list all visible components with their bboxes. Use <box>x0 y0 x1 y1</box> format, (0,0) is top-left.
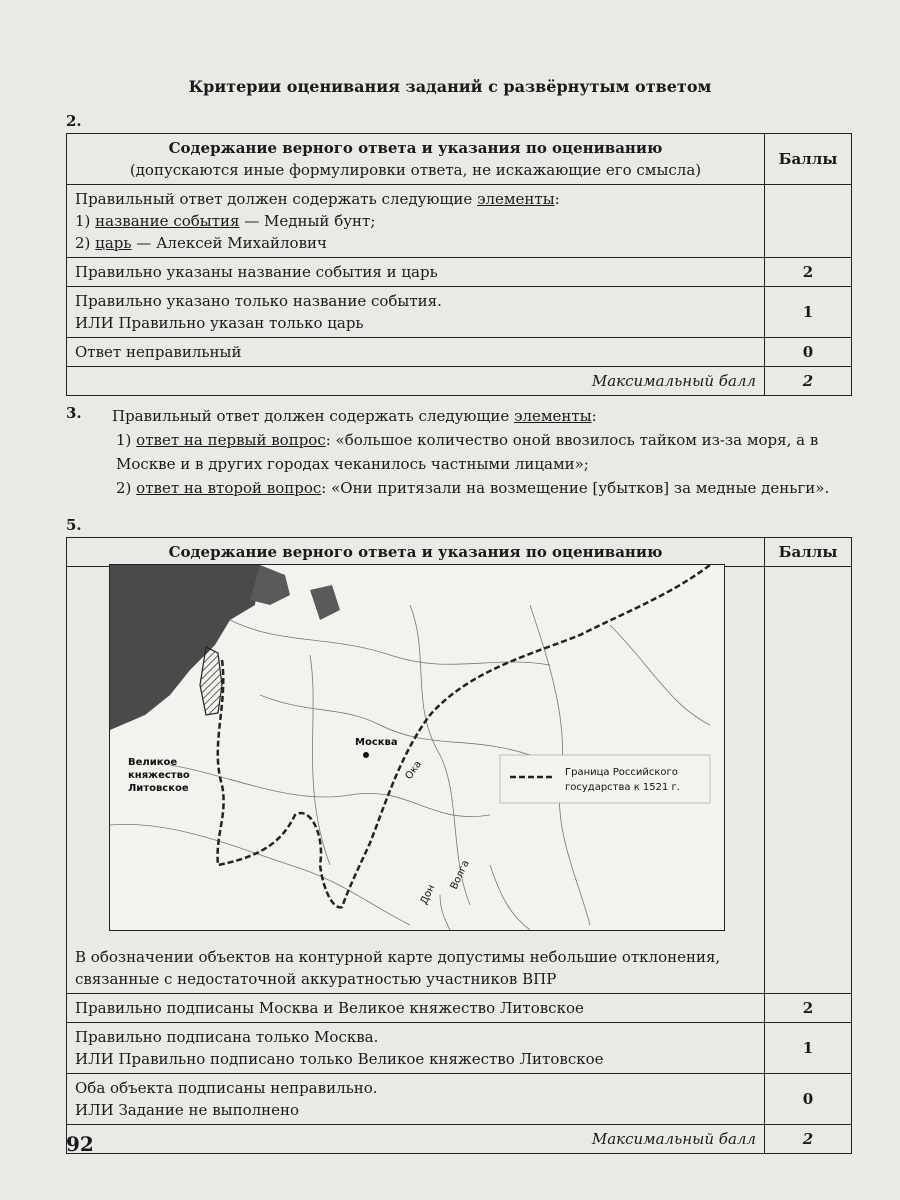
points-header: Баллы <box>765 134 852 185</box>
legend-text-1: Граница Российского <box>565 767 678 778</box>
legend-text-2: государства к 1521 г. <box>565 782 680 793</box>
criterion-points: 0 <box>765 338 852 367</box>
map-svg <box>110 565 724 930</box>
task2-criteria-table <box>66 133 852 396</box>
criterion-points: 0 <box>765 1074 852 1125</box>
criterion-text: Правильно указано только название события. ИЛИ Правильно указан только царь <box>67 287 765 338</box>
answer-row <box>67 185 852 258</box>
max-score-value: 2 <box>765 367 852 396</box>
answer-points-empty <box>765 185 852 258</box>
content-header-sub: (допускаются иные формулировки ответа, не искажающие его смысла) <box>129 161 702 179</box>
content-header <box>67 134 765 185</box>
max-score-row <box>67 367 852 396</box>
criterion-text: Правильно подписана только Москва. ИЛИ Правильно подписано только Великое княжество Литовское <box>67 1023 765 1074</box>
max-score-label: Максимальный балл <box>67 1125 765 1154</box>
points-header: Баллы <box>765 538 852 567</box>
task3-intro: Правильный ответ должен содержать следующие элементы: <box>112 407 597 425</box>
table-header-row <box>67 538 852 567</box>
task3-number: 3. <box>66 404 82 422</box>
task3-element-2: 2) ответ на второй вопрос: «Они притязали на возмещение [убытков] за медные деньги». <box>116 479 830 497</box>
task5-number: 5. <box>66 516 82 534</box>
lake-ladoga <box>310 585 340 620</box>
criterion-points: 1 <box>765 1023 852 1074</box>
content-header-main: Содержание верного ответа и указания по оцениванию <box>168 139 663 157</box>
page-number: 92 <box>66 1132 94 1156</box>
answer-content <box>67 185 765 258</box>
criterion-text: Ответ неправильный <box>67 338 765 367</box>
task2-number: 2. <box>66 112 82 130</box>
baltic-sea <box>110 565 260 730</box>
max-score-value: 2 <box>765 1125 852 1154</box>
hatched-territory <box>200 647 222 715</box>
table-row <box>67 258 852 287</box>
table-row <box>67 338 852 367</box>
criterion-text: Правильно указаны название события и царь <box>67 258 765 287</box>
criterion-text: Правильно подписаны Москва и Великое княжество Литовское <box>67 994 765 1023</box>
page-title: Критерии оценивания заданий с развёрнутым ответом <box>188 77 712 96</box>
label-lithuania-3: Литовское <box>128 783 189 794</box>
table-row <box>67 287 852 338</box>
map-points-empty <box>765 567 852 994</box>
answer-element-2: 2) царь — Алексей Михайлович <box>75 234 327 252</box>
label-volga: Волга <box>448 858 472 892</box>
answer-intro: Правильный ответ должен содержать следующие элементы: <box>75 190 560 208</box>
moscow-dot <box>363 752 369 758</box>
criterion-points: 1 <box>765 287 852 338</box>
criterion-points: 2 <box>765 994 852 1023</box>
contour-map <box>109 564 725 931</box>
legend-box <box>500 755 710 803</box>
label-moscow: Москва <box>355 737 398 748</box>
border-1521 <box>218 565 710 907</box>
task3-element-1: 1) ответ на первый вопрос: «большое количество оной ввозилось тайком из-за моря, а в Москве и в других городах чеканилось частными лицами»; <box>116 431 819 473</box>
table-header-row <box>67 134 852 185</box>
label-don: Дон <box>418 883 438 907</box>
criterion-points: 2 <box>765 258 852 287</box>
table-row <box>67 994 852 1023</box>
label-lithuania-1: Великое <box>128 757 178 768</box>
task3-answer <box>112 404 852 500</box>
map-note: В обозначении объектов на контурной карте допустимы небольшие отклонения, связанные с недостаточной аккуратностью участников ВПР <box>75 948 721 988</box>
table-row <box>67 1074 852 1125</box>
answer-element-1: 1) название события — Медный бунт; <box>75 212 376 230</box>
max-score-label: Максимальный балл <box>67 367 765 396</box>
criterion-text: Оба объекта подписаны неправильно. ИЛИ Задание не выполнено <box>67 1074 765 1125</box>
content-header: Содержание верного ответа и указания по оцениванию <box>67 538 765 567</box>
label-lithuania-2: княжество <box>128 770 190 781</box>
table-row <box>67 1023 852 1074</box>
max-score-row <box>67 1125 852 1154</box>
label-oka: Ока <box>403 758 424 782</box>
